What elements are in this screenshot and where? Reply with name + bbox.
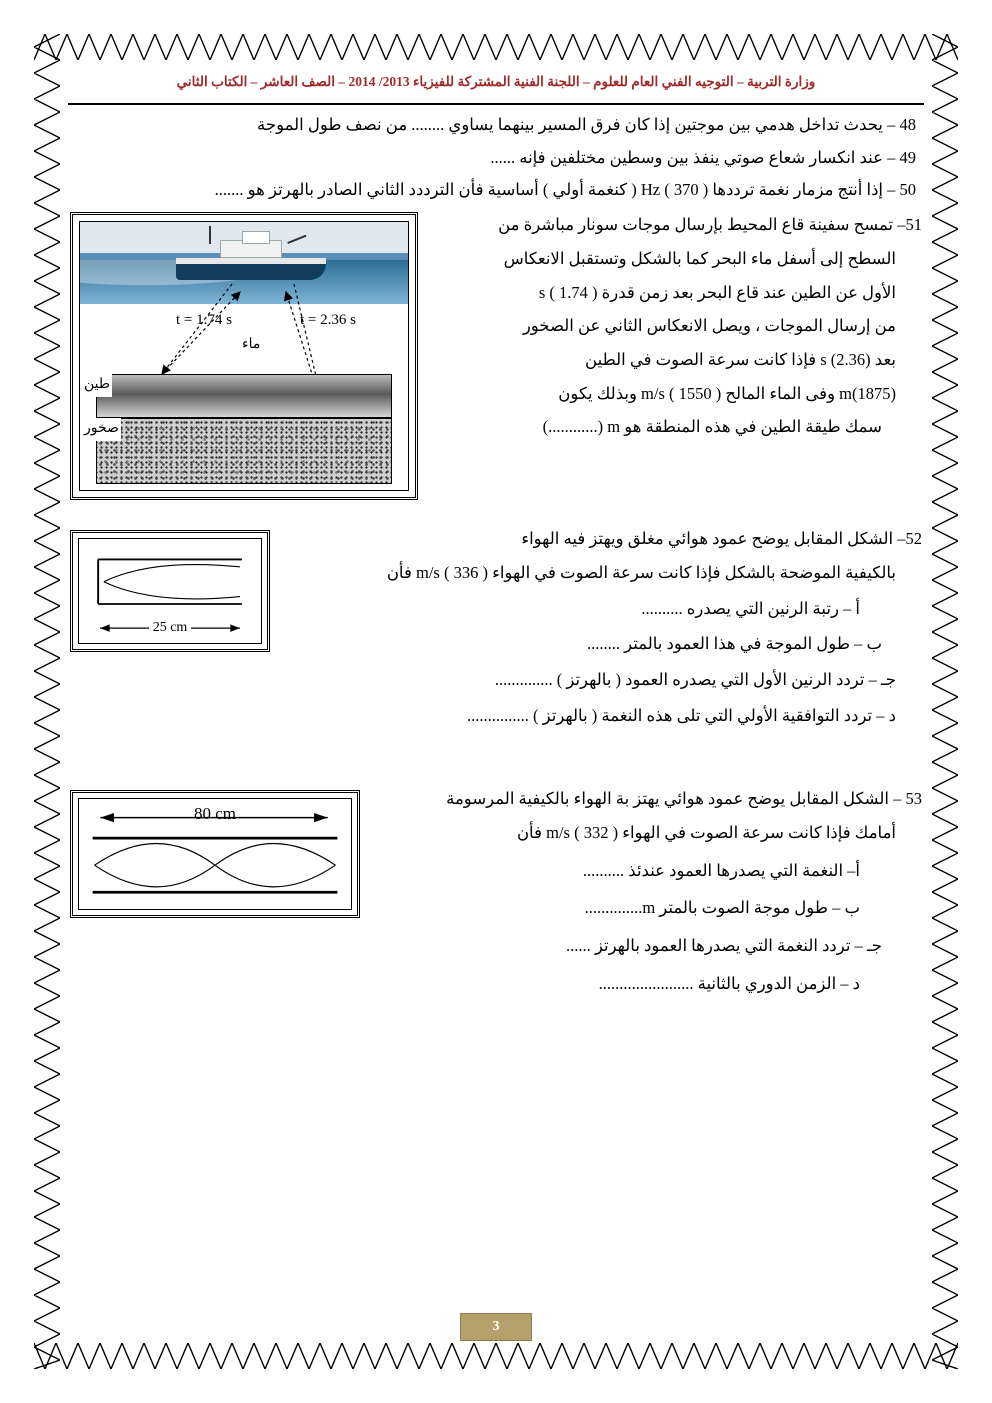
closed-air-column-figure bbox=[70, 530, 270, 652]
zigzag-border-left bbox=[34, 34, 60, 1369]
document-header: وزارة التربية – التوجيه الفني العام للعلوم – اللجنة الفنية المشتركة للفيزياء 2013/ 2014 – الصف العاشر – الكتاب الثاني bbox=[176, 74, 816, 89]
open-pipe-standing-wave bbox=[79, 799, 351, 909]
question-51-line-5: بعد s (2.36) فإذا كانت سرعة الصوت في الطين bbox=[585, 350, 896, 370]
rock-layer bbox=[96, 418, 392, 484]
label-mud: طين bbox=[82, 374, 112, 397]
question-51-line-2: السطح إلى أسفل ماء البحر كما بالشكل وتستقبل الانعكاس bbox=[503, 248, 896, 268]
label-time-2: t = 2.36 s bbox=[300, 312, 356, 329]
question-49: 49 – عند انكسار شعاع صوتي ينفذ بين وسطين مختلفين فإنه ...... bbox=[490, 147, 916, 167]
question-52-part-b: ب – طول الموجة في هذا العمود بالمتر ........ bbox=[587, 634, 882, 654]
question-53-line-1: 53 – الشكل المقابل يوضح عمود هوائي يهتز بة الهواء بالكيفية المرسومة bbox=[446, 789, 922, 809]
question-52-text bbox=[362, 526, 922, 729]
closed-pipe-dimension bbox=[89, 617, 251, 637]
zigzag-border-right bbox=[932, 34, 958, 1369]
question-52 bbox=[70, 526, 922, 756]
question-51-line-7: سمك طيقة الطين في هذه المنطقة هو m (............) bbox=[542, 417, 882, 437]
header-divider bbox=[68, 103, 924, 105]
question-53-part-a: أ– النغمة التي يصدرها العمود عندئذ .......... bbox=[582, 860, 860, 880]
label-water: ماء bbox=[242, 337, 261, 353]
sonar-ship-figure-inner bbox=[79, 221, 409, 491]
open-air-column-figure-inner bbox=[78, 798, 352, 910]
open-pipe-length-label: 80 cm bbox=[190, 804, 240, 823]
question-51-line-4: من إرسال الموجات ، ويصل الانعكاس الثاني عن الصخور bbox=[522, 316, 896, 336]
question-53-line-2: أمامك فإذا كانت سرعة الصوت في الهواء m/s ( 332 ) فأن bbox=[516, 822, 896, 842]
questions-container bbox=[70, 112, 922, 1016]
question-48: 48 – يحدث تداخل هدمي بين موجتين إذا كان فرق المسير بينهما يساوي ........ من نصف طول الموجة bbox=[257, 115, 916, 134]
sonar-ship-figure bbox=[70, 212, 418, 500]
question-52-part-a: أ – رتبة الرنين التي يصدره .......... bbox=[641, 598, 860, 618]
question-52-line-1: 52– الشكل المقابل يوضح عمود هوائي مغلق ويهتز فيه الهواء bbox=[521, 529, 922, 549]
question-51-text bbox=[392, 212, 922, 441]
question-53 bbox=[70, 786, 922, 1016]
question-53-part-c: جـ – تردد النغمة التي يصدرها العمود بالهرتز ...... bbox=[566, 936, 882, 956]
page-number-badge: 3 bbox=[460, 1313, 532, 1341]
label-time-1: t = 1.74 s bbox=[176, 312, 232, 329]
question-53-part-b: ب – طول موجة الصوت بالمتر m.............. bbox=[584, 898, 860, 918]
closed-air-column-figure-inner bbox=[78, 538, 262, 644]
open-air-column-figure bbox=[70, 790, 360, 918]
mud-layer bbox=[96, 374, 392, 418]
zigzag-border-bottom bbox=[34, 1343, 958, 1369]
question-51-line-3: الأول عن الطين عند قاع البحر بعد زمن قدرة s ( 1.74 ) bbox=[538, 282, 896, 302]
closed-pipe-length-label: 25 cm bbox=[149, 620, 192, 635]
question-53-text bbox=[352, 786, 922, 997]
question-52-part-d: د – تردد التوافقية الأولي التي تلى هذه النغمة ( بالهرتز ) ............... bbox=[467, 705, 896, 725]
question-50: 50 – إذا أنتج مزمار نغمة ترددها Hz ( 370 ) ( كنغمة أولي ) أساسية فأن الترددد الثاني الصادر بالهرتز هو ....... bbox=[214, 180, 916, 200]
question-53-part-d: د – الزمن الدوري بالثانية ....................... bbox=[598, 973, 860, 993]
label-rock: صخور bbox=[82, 418, 121, 441]
zigzag-border-top bbox=[34, 34, 958, 60]
question-51 bbox=[70, 212, 922, 512]
question-51-line-6: m(1875) وفى الماء المالح m/s ( 1550 ) وبذلك يكون bbox=[558, 383, 896, 403]
question-51-line-1: 51– تمسح سفينة قاع المحيط بإرسال موجات سونار مباشرة من bbox=[498, 215, 922, 235]
question-52-line-2: بالكيفية الموضحة بالشكل فإذا كانت سرعة الصوت في الهواء m/s ( 336 ) فأن bbox=[386, 562, 896, 582]
question-52-part-c: جـ – تردد الرنين الأول التي يصدره العمود ( بالهرتز ) .............. bbox=[494, 670, 896, 690]
